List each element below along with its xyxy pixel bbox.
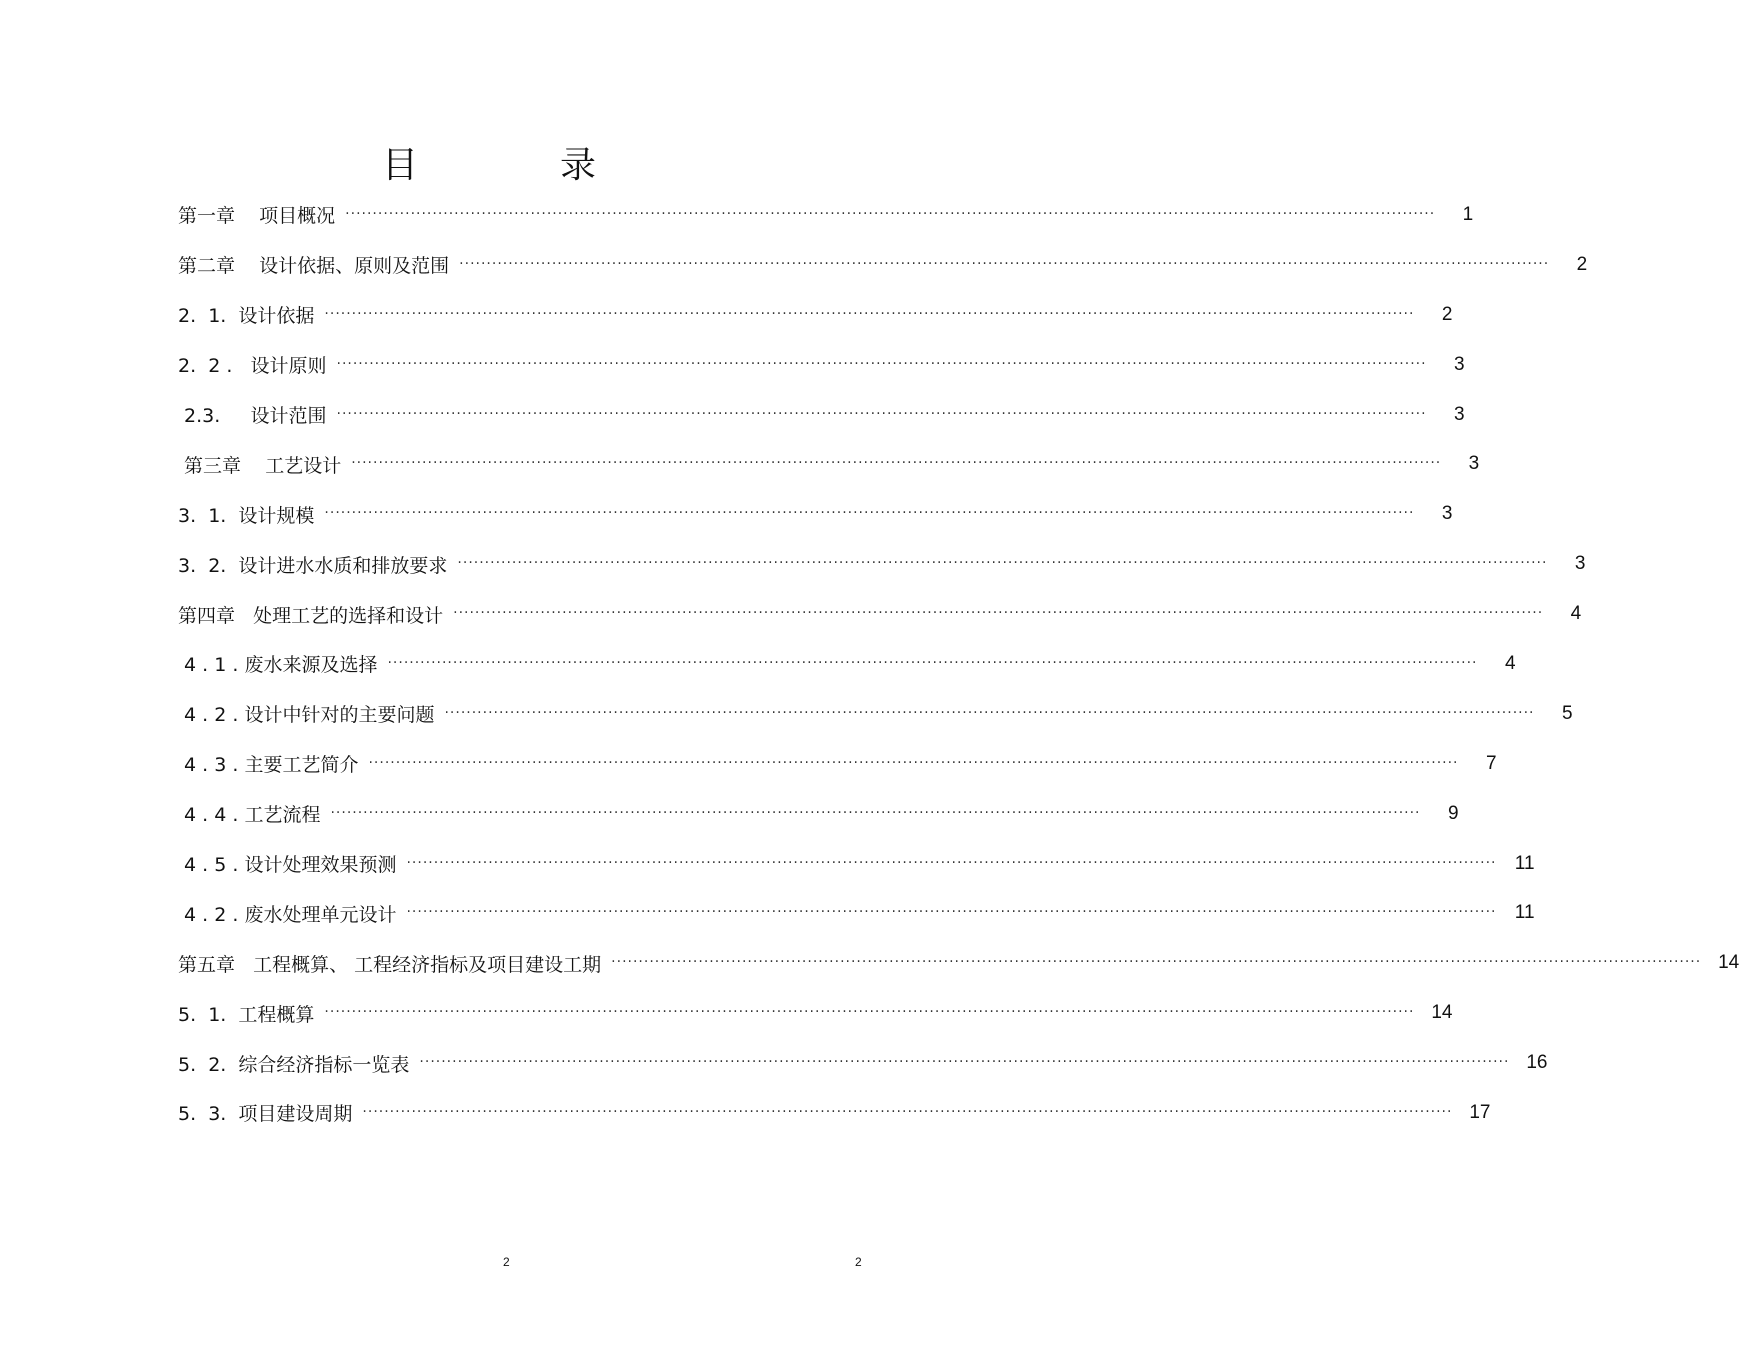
toc-leader-dots: ········································································································································································································ xyxy=(419,1054,1510,1071)
toc-entry-label: 5. 1. 工程概算 xyxy=(178,1003,315,1026)
toc-entry-page: 16 xyxy=(1526,1052,1548,1074)
toc-entry[interactable] xyxy=(178,190,1474,240)
toc-entry-page: 3 xyxy=(1468,453,1480,475)
toc-entry-label: 4 . 5 . 设计处理效果预测 xyxy=(178,854,397,877)
toc-leader-dots: ········································································································································································································ xyxy=(368,754,1459,771)
title-char-1: 目 xyxy=(382,145,419,186)
toc-entry[interactable] xyxy=(178,938,1739,988)
toc-entry-label: 4 . 1 . 废水来源及选择 xyxy=(178,654,378,677)
toc-entry-page: 3 xyxy=(1453,353,1465,375)
toc-entry-page: 4 xyxy=(1570,603,1582,625)
table-of-contents xyxy=(178,190,1739,1138)
toc-entry-label: 3. 1. 设计规模 xyxy=(178,504,315,527)
toc-entry-label: 第三章 工艺设计 xyxy=(178,454,342,477)
toc-leader-dots: ········································································································································································································ xyxy=(459,255,1550,272)
toc-entry[interactable] xyxy=(178,689,1573,739)
toc-entry[interactable] xyxy=(178,988,1453,1038)
toc-entry[interactable] xyxy=(178,539,1586,589)
toc-entry-label: 3. 2. 设计进水水质和排放要求 xyxy=(178,554,448,577)
title-char-2: 录 xyxy=(560,145,597,186)
toc-entry-label: 2.3. 设计范围 xyxy=(178,405,327,427)
toc-entry-page: 4 xyxy=(1504,652,1516,674)
toc-entry[interactable] xyxy=(178,739,1497,789)
toc-entry-label: 4 . 2 . 设计中针对的主要问题 xyxy=(178,704,435,727)
toc-entry-label: 5. 3. 项目建设周期 xyxy=(178,1103,353,1126)
toc-entry-label: 第二章 设计依据、原则及范围 xyxy=(178,255,450,278)
toc-leader-dots: ········································································································································································································ xyxy=(336,405,1427,422)
toc-leader-dots: ········································································································································································································ xyxy=(406,854,1497,871)
toc-entry-page: 2 xyxy=(1441,303,1453,325)
toc-entry-label: 2. 2 . 设计原则 xyxy=(178,355,327,378)
toc-entry-page: 17 xyxy=(1469,1101,1491,1123)
toc-leader-dots: ········································································································································································································ xyxy=(387,654,1478,671)
toc-leader-dots: ········································································································································································································ xyxy=(362,1103,1453,1120)
toc-leader-dots: ········································································································································································································ xyxy=(351,455,1442,472)
toc-entry[interactable] xyxy=(178,888,1535,938)
toc-entry-page: 3 xyxy=(1574,553,1586,575)
toc-entry-label: 4 . 3 . 主要工艺简介 xyxy=(178,754,359,777)
toc-entry-page: 11 xyxy=(1514,902,1535,924)
toc-entry-page: 9 xyxy=(1447,802,1459,824)
toc-entry-label: 第四章 处理工艺的选择和设计 xyxy=(178,604,444,627)
toc-entry-label: 第一章 项目概况 xyxy=(178,205,336,228)
toc-entry-label: 4 . 4 . 工艺流程 xyxy=(178,804,321,827)
toc-entry[interactable] xyxy=(178,1038,1548,1088)
toc-entry[interactable] xyxy=(178,390,1465,440)
toc-leader-dots: ········································································································································································································ xyxy=(457,555,1548,572)
toc-entry[interactable] xyxy=(178,589,1582,639)
toc-entry-page: 14 xyxy=(1718,952,1739,974)
toc-entry[interactable] xyxy=(178,839,1535,889)
toc-entry-label: 第五章 工程概算、 工程经济指标及项目建设工期 xyxy=(178,953,602,976)
toc-entry-page: 3 xyxy=(1453,403,1465,425)
toc-leader-dots: ········································································································································································································ xyxy=(330,804,1421,821)
toc-entry-page: 5 xyxy=(1561,702,1573,724)
toc-leader-dots: ········································································································································································································ xyxy=(324,305,1415,322)
toc-leader-dots: ········································································································································································································ xyxy=(406,904,1497,921)
toc-entry-page: 3 xyxy=(1441,503,1453,525)
toc-entry-label: 4 . 2 . 废水处理单元设计 xyxy=(178,903,397,926)
toc-leader-dots: ········································································································································································································ xyxy=(611,954,1702,971)
toc-entry-page: 7 xyxy=(1485,752,1497,774)
toc-leader-dots: ········································································································································································································ xyxy=(324,505,1415,522)
toc-entry-page: 14 xyxy=(1431,1002,1453,1024)
toc-leader-dots: ········································································································································································································ xyxy=(324,1004,1415,1021)
toc-entry[interactable] xyxy=(178,290,1453,340)
toc-entry-page: 1 xyxy=(1462,203,1474,225)
toc-entry-page: 2 xyxy=(1576,253,1588,275)
toc-entry[interactable] xyxy=(178,789,1459,839)
page-number-right: 2 xyxy=(855,1255,862,1269)
toc-entry[interactable] xyxy=(178,639,1516,689)
page-number-center: 2 xyxy=(503,1255,510,1269)
toc-entry-label: 5. 2. 综合经济指标一览表 xyxy=(178,1053,410,1076)
toc-leader-dots: ········································································································································································································ xyxy=(453,605,1544,622)
toc-leader-dots: ········································································································································································································ xyxy=(336,355,1427,372)
toc-entry-page: 11 xyxy=(1514,852,1535,874)
toc-entry[interactable] xyxy=(178,439,1480,489)
toc-entry[interactable] xyxy=(178,489,1453,539)
toc-entry[interactable] xyxy=(178,1088,1491,1138)
toc-entry[interactable] xyxy=(178,240,1588,290)
toc-entry[interactable] xyxy=(178,340,1465,390)
toc-leader-dots: ········································································································································································································ xyxy=(345,205,1436,222)
toc-entry-label: 2. 1. 设计依据 xyxy=(178,305,315,328)
toc-leader-dots: ········································································································································································································ xyxy=(444,704,1535,721)
